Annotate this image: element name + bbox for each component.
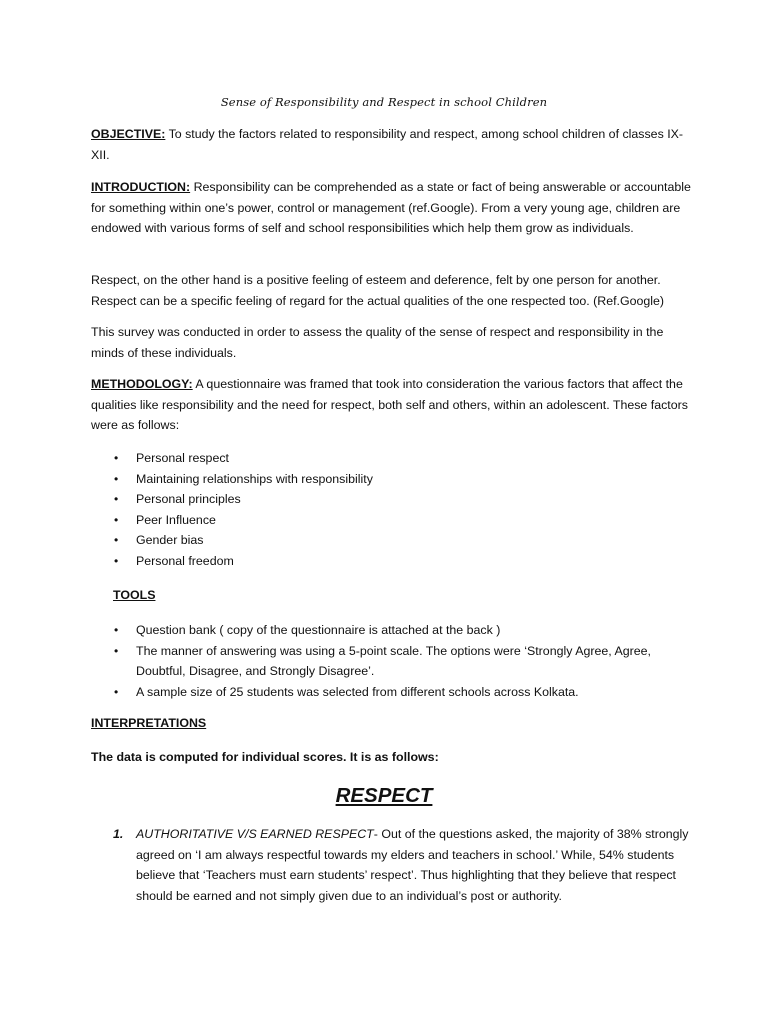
data-computed-line: The data is computed for individual scores. It is as follows: [91,750,439,764]
item-number: 1. [113,827,124,841]
list-item: • Question bank ( copy of the questionnaire is attached at the back ) [91,620,691,641]
bullet-icon: • [114,492,119,506]
objective-text: To study the factors related to responsibility and respect, among school children of classes IX-XII. [91,127,684,162]
bullet-icon: • [114,553,119,568]
list-item: • Personal freedom [91,551,691,572]
methodology-paragraph [91,374,691,436]
tools-heading: TOOLS [113,588,156,602]
bullet-icon: • [114,643,119,658]
bullet-icon: • [114,512,119,527]
bullet-icon: • [114,684,119,699]
introduction-text: Responsibility can be comprehended as a state or fact of being answerable or accountable for something within one’s power, control or management (ref.Google). From a very young age, children are endowed with various forms of self and school responsibilities which help them grow as individuals. [91,180,691,235]
list-item: • The manner of answering was using a 5-point scale. The options were ‘Strongly Agree, Agree, Doubtful, Disagree, and Strongly Disagree’. [91,641,691,682]
document-title: Sense of Responsibility and Respect in school Children [220,95,548,109]
list-item: • Peer Influence [91,510,691,531]
respect-heading: RESPECT [335,784,433,807]
list-item: • Gender bias [91,530,691,551]
bullet-icon: • [114,451,119,465]
bullet-icon: • [114,471,119,486]
list-item: • Personal respect [91,448,691,469]
item-text: - Out of the questions asked, the majority of 38% strongly agreed on ‘I am always respectful towards my elders and teachers in school.’ While, 54% students believe that ‘Teachers must earn students’ respect’. Thus highlighting that they believe that respect should be earned and not simply given due to an individual’s post or authority. [136,827,689,903]
objective-paragraph [91,124,691,165]
list-item: • Maintaining relationships with responsibility [91,469,691,490]
introduction-label: INTRODUCTION: [91,180,191,194]
bullet-icon: • [114,623,119,637]
factors-list [91,448,691,571]
list-item: • A sample size of 25 students was selected from different schools across Kolkata. [91,682,691,703]
objective-label: OBJECTIVE: [91,127,166,141]
methodology-text: A questionnaire was framed that took into consideration the various factors that affect the qualities like responsibility and the need for respect, both self and others, within an adolescent. These factors were as follows: [91,377,688,432]
item-label: AUTHORITATIVE V/S EARNED RESPECT [136,827,374,841]
tools-list [91,620,691,702]
methodology-label: METHODOLOGY: [91,377,193,391]
introduction-paragraph [91,177,691,239]
bullet-icon: • [114,533,119,547]
numbered-item [91,824,691,906]
survey-paragraph: This survey was conducted in order to assess the quality of the sense of respect and responsibility in the minds of these individuals. [91,325,664,360]
interpretations-heading: INTERPRETATIONS [91,716,207,730]
list-item: • Personal principles [91,489,691,510]
respect-paragraph: Respect, on the other hand is a positive feeling of esteem and deference, felt by one person for another. Respect can be a specific feeling of regard for the actual qualities of the one respected too. (Ref.Google) [91,273,665,308]
